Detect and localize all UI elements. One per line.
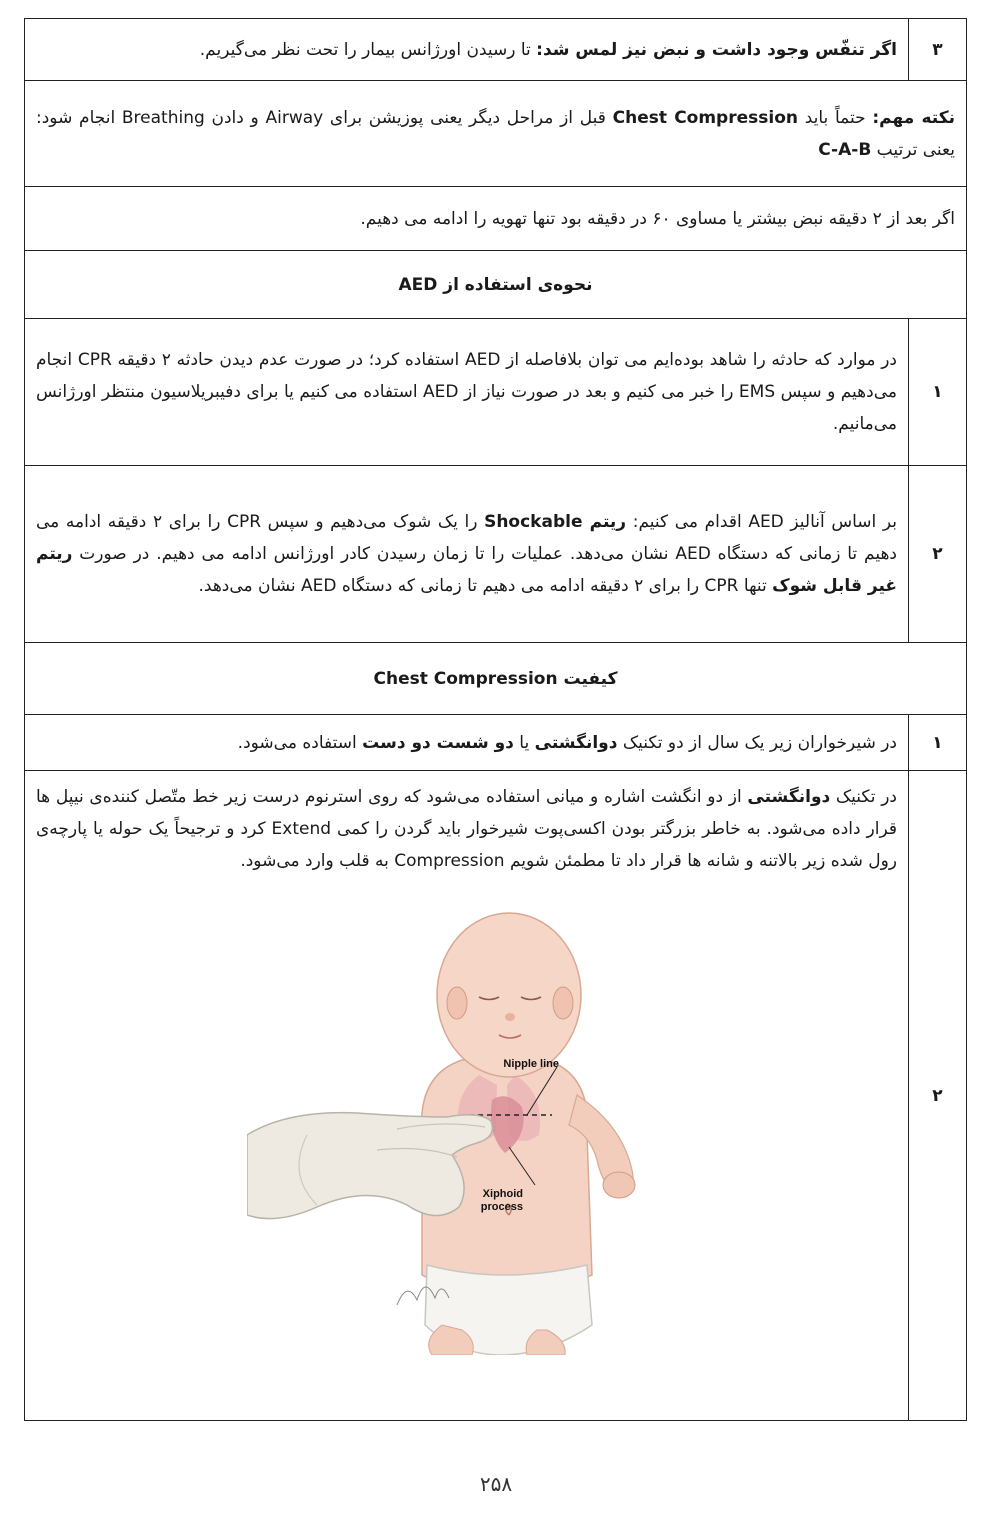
row-text: در تکنیک دوانگشتی از دو انگشت اشاره و میانی استفاده می‌شود که روی استرنوم درست زیر خط متّصل کننده‌ی نیپل ها قرار داده می‌شود. به خاطر بزرگتر بودن اکسی‌پوت شیرخوار باید گردن را کمی Extend کرد و ترجیحاً یک حوله یا پارچه‌ی رول شده زیر بالاتنه و شانه ها قرار داد تا مطمئن شویم Compression به قلب وارد می‌شود. bbox=[36, 787, 897, 871]
row-number: ۳ bbox=[909, 19, 967, 81]
section-header-row bbox=[25, 251, 967, 319]
row-text: بر اساس آنالیز AED اقدام می کنیم: ریتم Shockable را یک شوک می‌دهیم و سپس CPR را برای ۲ دقیقه ادامه می دهیم تا زمانی که دستگاه AED نشان می‌دهد. عملیات را تا زمان رسیدن کادر اورژانس ادامه می دهیم. در صورت ریتم غیر قابل شوک تنها CPR را برای ۲ دقیقه ادامه می دهیم تا زمانی که دستگاه AED نشان می‌دهد. bbox=[25, 466, 909, 643]
row-text: در شیرخواران زیر یک سال از دو تکنیک دوانگشتی یا دو شست دو دست استفاده می‌شود. bbox=[25, 715, 909, 771]
table-row bbox=[25, 715, 967, 771]
row-text: اگر بعد از ۲ دقیقه نبض بیشتر یا مساوی ۶۰ در دقیقه بود تنها تهویه را ادامه می دهیم. bbox=[25, 187, 967, 251]
row-number: ۲ bbox=[909, 771, 967, 1421]
xiphoid-label-line2: process bbox=[480, 1201, 523, 1213]
table-row bbox=[25, 771, 967, 1421]
table-row bbox=[25, 466, 967, 643]
table-row bbox=[25, 319, 967, 466]
section-title-chest-compression: کیفیت Chest Compression bbox=[25, 643, 967, 715]
section-header-row bbox=[25, 643, 967, 715]
cpr-table bbox=[24, 18, 967, 1421]
row-number: ۲ bbox=[909, 466, 967, 643]
row-text-with-figure bbox=[25, 771, 909, 1421]
table-row bbox=[25, 81, 967, 187]
row-text: در موارد که حادثه را شاهد بوده‌ایم می توان بلافاصله از AED استفاده کرد؛ در صورت عدم دیدن حادثه ۲ دقیقه CPR انجام می‌دهیم و سپس EMS را خبر می کنیم و بعد در صورت نیاز از AED استفاده می کنیم یا برای دفیبریلاسیون منتظر اورژانس می‌مانیم. bbox=[25, 319, 909, 466]
important-note: نکته مهم: حتماً باید Chest Compression قبل از مراحل دیگر یعنی پوزیشن برای Airway و دادن Breathing انجام شود: یعنی ترتیب C-A-B bbox=[25, 81, 967, 187]
table-row bbox=[25, 187, 967, 251]
xiphoid-label-line1: Xiphoid bbox=[482, 1188, 523, 1200]
table-row bbox=[25, 19, 967, 81]
page-number: ۲۵۸ bbox=[479, 1472, 513, 1496]
nipple-line-label: Nipple line bbox=[502, 1058, 559, 1070]
row-number: ۱ bbox=[909, 715, 967, 771]
section-title-aed: نحوه‌ی استفاده از AED bbox=[25, 251, 967, 319]
infant-cpr-illustration bbox=[247, 885, 687, 1355]
row-text: اگر تنفّس وجود داشت و نبض نیز لمس شد: تا رسیدن اورژانس بیمار را تحت نظر می‌گیریم. bbox=[25, 19, 909, 81]
row-number: ۱ bbox=[909, 319, 967, 466]
